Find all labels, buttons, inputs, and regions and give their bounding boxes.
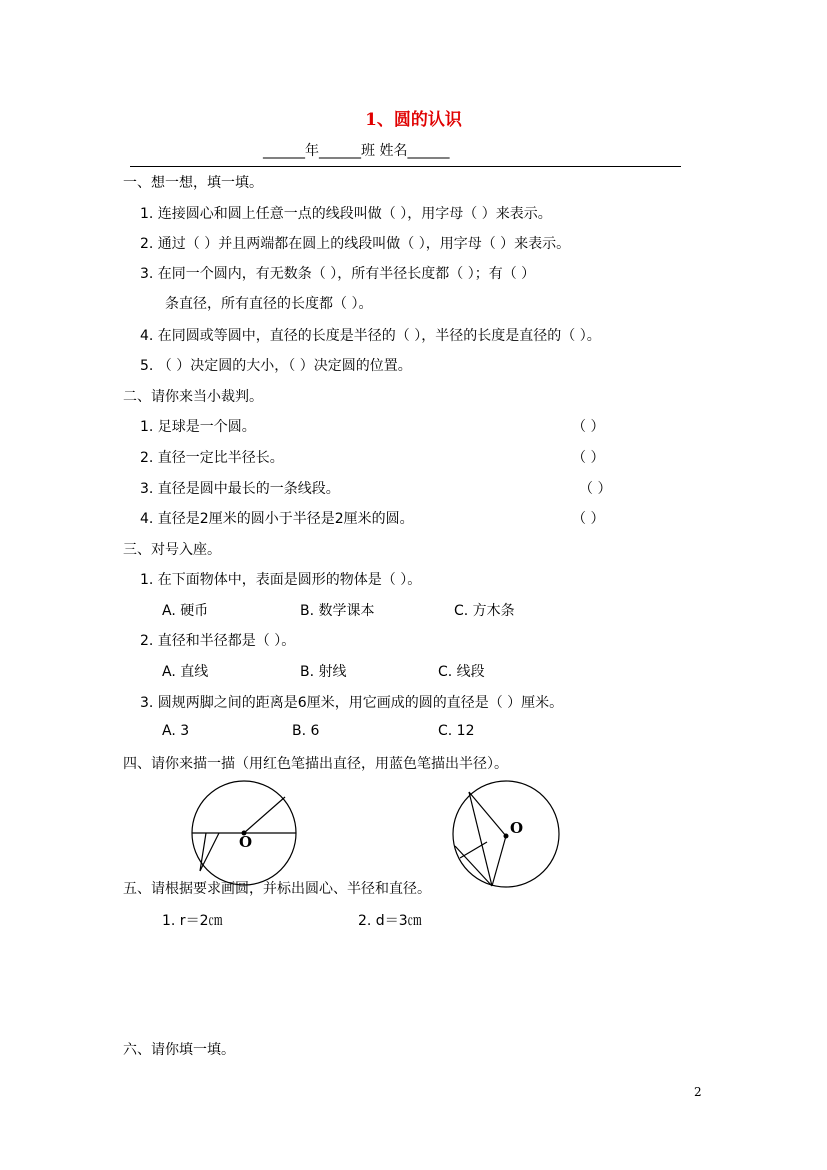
- s3-q1-option-b: B. 数学课本: [300, 603, 375, 619]
- s3-q3-option-a: A. 3: [162, 723, 190, 739]
- s3-q2-option-c: C. 线段: [438, 664, 485, 680]
- s5-item-1: 1. r＝2㎝: [162, 913, 223, 929]
- center-dot: [504, 834, 509, 839]
- class-name-line: ______年______班 姓名______: [263, 143, 450, 159]
- radius-line: [492, 836, 506, 886]
- section2-heading: 二、请你来当小裁判。: [123, 389, 263, 405]
- s1-question-4: 4. 在同圆或等圆中，直径的长度是半径的（ ），半径的长度是直径的（ ）。: [140, 328, 601, 344]
- s3-q1-option-c: C. 方木条: [454, 603, 515, 619]
- center-label-left: O: [239, 833, 253, 851]
- s1-question-2: 2. 通过（ ）并且两端都在圆上的线段叫做（ ），用字母（ ）来表示。: [140, 236, 571, 252]
- s3-question-3: 3. 圆规两脚之间的距离是6厘米，用它画成的圆的直径是（ ）厘米。: [140, 695, 564, 711]
- s2-item-1: 1. 足球是一个圆。: [140, 419, 256, 435]
- s2-item-2: 2. 直径一定比半径长。: [140, 450, 284, 466]
- s1-question-5: 5. （ ）决定圆的大小，（ ）决定圆的位置。: [140, 358, 412, 374]
- s3-q2-option-a: A. 直线: [162, 664, 209, 680]
- s1-question-1: 1. 连接圆心和圆上任意一点的线段叫做（ ），用字母（ ）来表示。: [140, 206, 552, 222]
- s2-answer-1: （ ）: [572, 419, 605, 435]
- s3-q2-option-b: B. 射线: [300, 664, 347, 680]
- s2-answer-2: （ ）: [572, 450, 605, 466]
- s1-question-3: 3. 在同一个圆内，有无数条（ ），所有半径长度都（ ）；有（ ）: [140, 266, 536, 282]
- circle-figure-right: [450, 778, 565, 893]
- header-rule: [130, 166, 681, 167]
- s2-answer-4: （ ）: [572, 511, 605, 527]
- section5-heading: 五、请根据要求画圆，并标出圆心、半径和直径。: [123, 881, 431, 897]
- s3-question-2: 2. 直径和半径都是（ ）。: [140, 633, 296, 649]
- s1-question-3-cont: 条直径，所有直径的长度都（ ）。: [165, 296, 373, 312]
- s5-item-2: 2. d＝3㎝: [358, 913, 422, 929]
- page-number: 2: [694, 1085, 702, 1099]
- section1-heading: 一、想一想，填一填。: [123, 175, 263, 191]
- s3-q3-option-c: C. 12: [438, 723, 475, 739]
- s3-q3-option-b: B. 6: [292, 723, 320, 739]
- section6-heading: 六、请你填一填。: [123, 1042, 235, 1058]
- section3-heading: 三、对号入座。: [123, 542, 221, 558]
- s2-item-4: 4. 直径是2厘米的圆小于半径是2厘米的圆。: [140, 511, 414, 527]
- chord-line: [455, 846, 492, 886]
- s3-q1-option-a: A. 硬币: [162, 603, 209, 619]
- s2-item-3: 3. 直径是圆中最长的一条线段。: [140, 481, 340, 497]
- center-label-right: O: [510, 819, 524, 837]
- radius-line: [244, 797, 285, 833]
- s2-answer-3: （ ）: [579, 481, 612, 497]
- page-title: 1、圆的认识: [365, 110, 462, 130]
- s3-question-1: 1. 在下面物体中，表面是圆形的物体是（ ）。: [140, 572, 422, 588]
- section4-heading: 四、请你来描一描（用红色笔描出直径，用蓝色笔描出半径）。: [123, 756, 508, 772]
